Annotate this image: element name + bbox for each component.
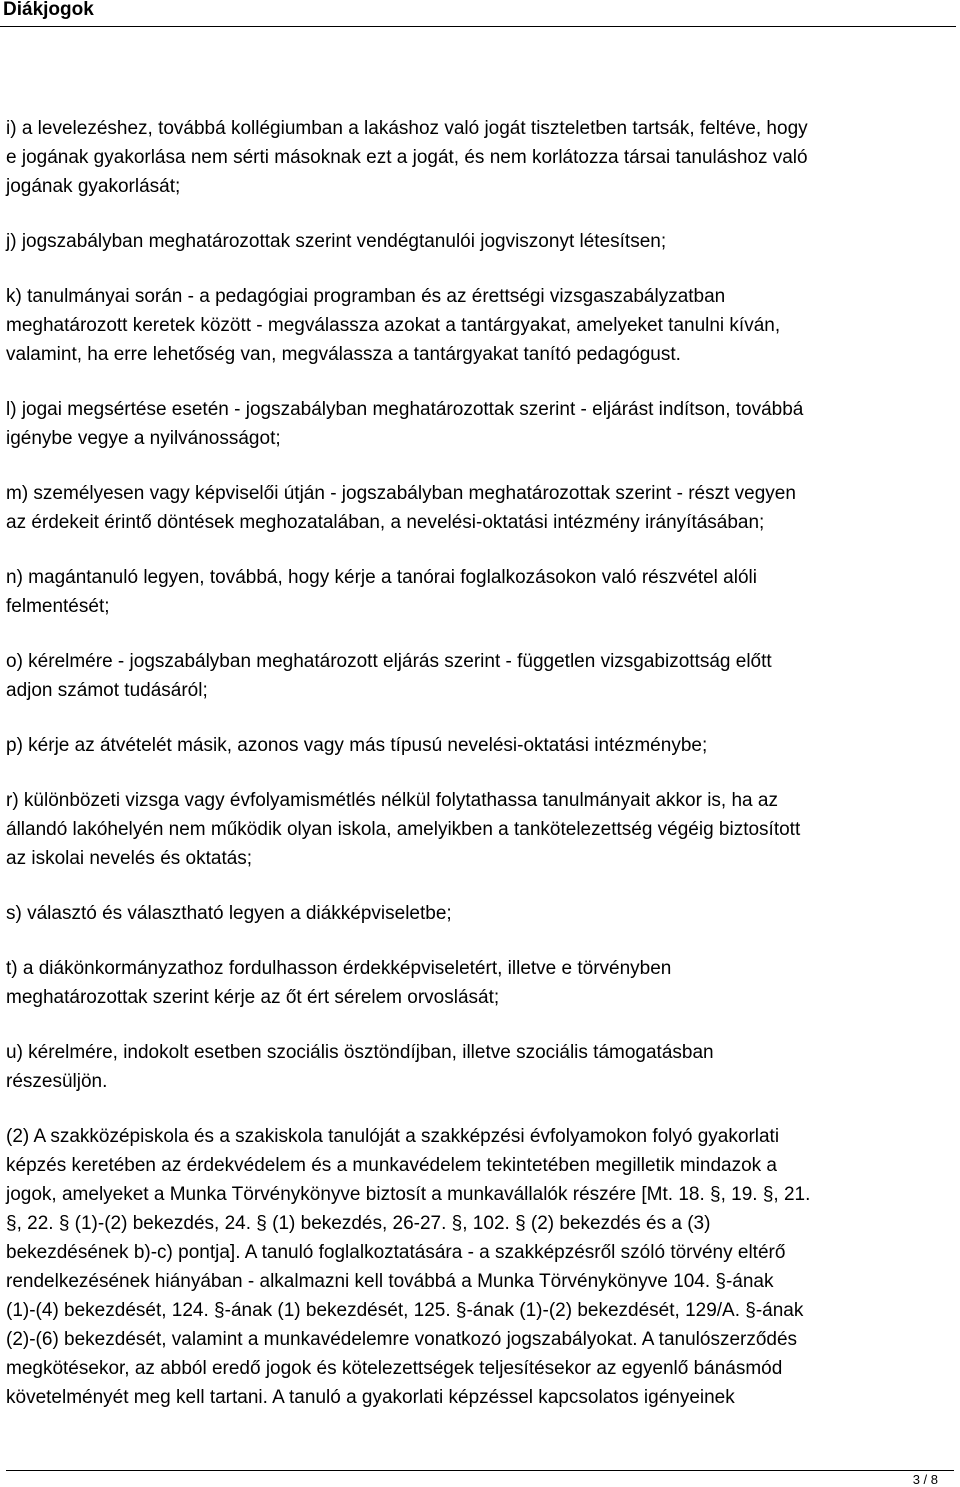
text-line: (2) A szakközépiskola és a szakiskola tanulóját a szakképzési évfolyamokon folyó gyakorlati	[6, 1126, 780, 1147]
text-line: k) tanulmányai során - a pedagógiai programban és az érettségi vizsgaszabályzatban	[6, 286, 726, 307]
paragraph	[6, 899, 958, 928]
text-line: meghatározott keretek között - megválassza azokat a tantárgyakat, amelyeket tanulni kíván,	[6, 315, 781, 336]
text-line: igénybe vegye a nyilvánosságot;	[6, 428, 281, 449]
text-line: (1)-(4) bekezdését, 124. §-ának (1) bekezdését, 125. §-ának (1)-(2) bekezdését, 129/A. §-ának	[6, 1300, 804, 1321]
text-line: n) magántanuló legyen, továbbá, hogy kérje a tanórai foglalkozásokon való részvétel alóli	[6, 567, 757, 588]
text-line: p) kérje az átvételét másik, azonos vagy más típusú nevelési-oktatási intézménybe;	[6, 735, 708, 756]
footer-divider	[6, 1470, 954, 1471]
text-line: u) kérelmére, indokolt esetben szociális ösztöndíjban, illetve szociális támogatásban	[6, 1042, 714, 1063]
text-line: s) választó és választható legyen a diákképviseletbe;	[6, 903, 452, 924]
text-line: l) jogai megsértése esetén - jogszabályban meghatározottak szerint - eljárást indítson, továbbá	[6, 399, 804, 420]
text-line: i) a levelezéshez, továbbá kollégiumban a lakáshoz való jogát tiszteletben tartsák, feltéve, hogy	[6, 118, 808, 139]
text-line: felmentését;	[6, 596, 110, 617]
text-line: (2)-(6) bekezdését, valamint a munkavédelemre vonatkozó jogszabályokat. A tanulószerződés	[6, 1329, 798, 1350]
paragraph	[6, 1122, 958, 1412]
paragraph	[6, 282, 958, 369]
text-line: megkötésekor, az abból eredő jogok és kötelezettségek teljesítésekor az egyenlő bánásmód	[6, 1358, 783, 1379]
text-line: meghatározottak szerint kérje az őt ért sérelem orvoslását;	[6, 987, 500, 1008]
text-line: §, 22. § (1)-(2) bekezdés, 24. § (1) bekezdés, 26-27. §, 102. § (2) bekezdés és a (3)	[6, 1213, 711, 1234]
text-line: r) különbözeti vizsga vagy évfolyamismétlés nélkül folytathassa tanulmányait akkor is, ha az	[6, 790, 778, 811]
text-line: jogok, amelyeket a Munka Törvénykönyve biztosít a munkavállalók részére [Mt. 18. §, 19. §, 21.	[6, 1184, 811, 1205]
paragraph	[6, 786, 958, 873]
page-number: 3 / 8	[912, 1472, 938, 1487]
paragraph	[6, 1038, 958, 1096]
text-line: követelményét meg kell tartani. A tanuló a gyakorlati képzéssel kapcsolatos igényeinek	[6, 1387, 735, 1408]
text-line: rendelkezésének hiányában - alkalmazni kell továbbá a Munka Törvénykönyve 104. §-ának	[6, 1271, 774, 1292]
paragraph	[6, 479, 958, 537]
paragraph	[6, 647, 958, 705]
page-header	[0, 0, 956, 27]
text-line: t) a diákönkormányzathoz fordulhasson érdekképviseletért, illetve e törvényben	[6, 958, 672, 979]
text-line: valamint, ha erre lehetőség van, megválassza a tantárgyakat tanító pedagógust.	[6, 344, 681, 365]
paragraph	[6, 395, 958, 453]
text-line: e jogának gyakorlása nem sérti másoknak ezt a jogát, és nem korlátozza társai tanuláshoz való	[6, 147, 808, 168]
text-line: képzés keretében az érdekvédelem és a munkavédelem tekintetében megilletik mindazok a	[6, 1155, 777, 1176]
text-line: az érdekeit érintő döntések meghozatalában, a nevelési-oktatási intézmény irányításában;	[6, 512, 765, 533]
text-line: állandó lakóhelyén nem működik olyan iskola, amelyikben a tankötelezettség végéig biztosított	[6, 819, 801, 840]
paragraph	[6, 114, 958, 201]
text-line: jogának gyakorlását;	[6, 176, 181, 197]
text-line: m) személyesen vagy képviselői útján - jogszabályban meghatározottak szerint - részt vegyen	[6, 483, 796, 504]
paragraph	[6, 731, 958, 760]
paragraph	[6, 227, 958, 256]
page-title: Diákjogok	[3, 0, 94, 20]
text-line: az iskolai nevelés és oktatás;	[6, 848, 253, 869]
document-body	[6, 114, 958, 1438]
text-line: adjon számot tudásáról;	[6, 680, 208, 701]
text-line: bekezdésének b)-c) pontja]. A tanuló foglalkoztatására - a szakképzésről szóló törvény eltérő	[6, 1242, 786, 1263]
text-line: részesüljön.	[6, 1071, 108, 1092]
text-line: o) kérelmére - jogszabályban meghatározott eljárás szerint - független vizsgabizottság előtt	[6, 651, 772, 672]
paragraph	[6, 954, 958, 1012]
text-line: j) jogszabályban meghatározottak szerint vendégtanulói jogviszonyt létesítsen;	[6, 231, 667, 252]
paragraph	[6, 563, 958, 621]
